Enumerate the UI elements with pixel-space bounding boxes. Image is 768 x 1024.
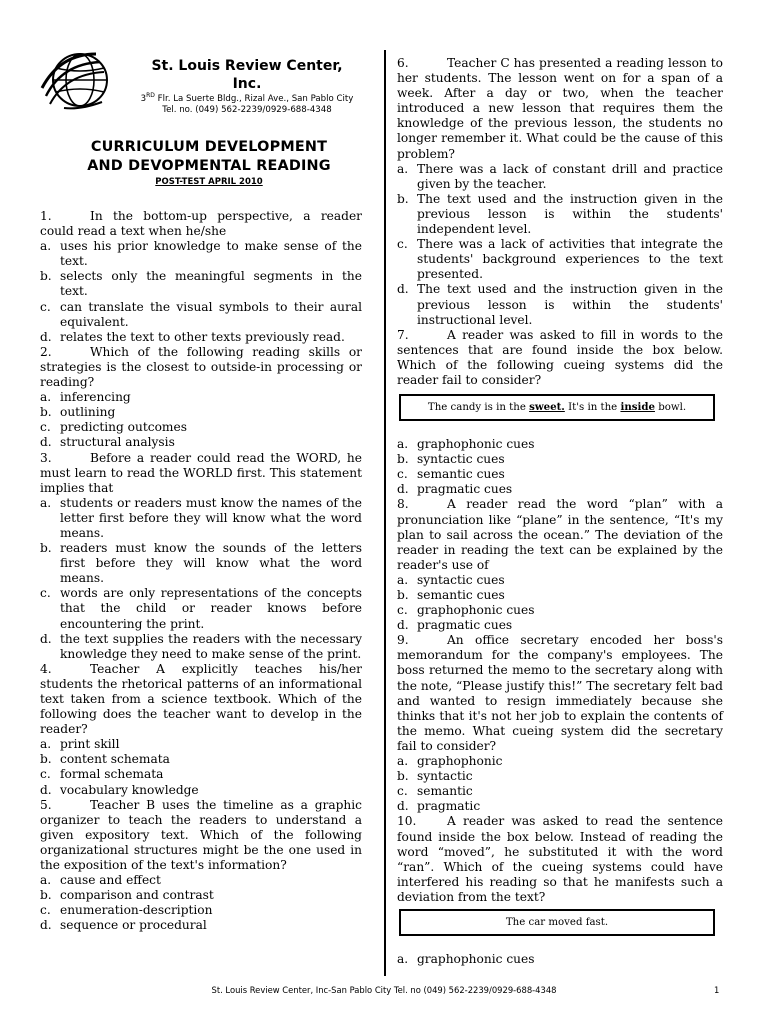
answer-option [40,405,362,420]
option-letter: d. [40,435,52,450]
question-stem [40,798,362,873]
option-letter: b. [40,405,52,420]
answer-option [40,435,362,450]
option-letter: a. [40,239,52,254]
option-letter: d. [40,329,52,344]
option-text: The text used and the instruction given in the previous lesson is within the students' independent level. [417,191,723,237]
option-text: comparison and contrast [60,888,214,903]
option-text: relates the text to other texts previously read. [60,329,345,344]
option-letter: b. [397,588,409,602]
answer-option [397,588,723,603]
question-number: 6. [397,56,409,70]
question-item [397,56,723,328]
option-text: semantic cues [417,467,505,482]
question-number: 8. [397,497,409,512]
option-letter: a. [397,437,409,452]
answer-option [397,784,723,799]
option-text: words are only representations of the concepts that the child or reader knows before encountering the print. [60,586,362,631]
answer-option [40,632,362,662]
answer-option [397,952,723,967]
option-letter: b. [40,752,52,767]
org-name [118,57,376,93]
option-letter: d. [397,482,409,497]
option-text: students or readers must know the names of the letter first before they will know what the word means. [60,495,362,540]
option-letter: c. [397,784,408,799]
option-letter: d. [40,631,52,646]
option-text: vocabulary knowledge [60,782,199,797]
answer-option [40,300,362,330]
box-text-part: It's in the [564,402,621,414]
answer-option [397,437,723,452]
option-text: syntactic cues [417,452,505,467]
option-text: formal schemata [60,767,164,782]
address-rest: Flr. La Suerte Bldg., Rizal Ave., San Pablo City [154,93,354,104]
option-letter: a. [397,951,409,966]
box-text-part: bowl. [654,402,687,414]
option-text: selects only the meaningful segments in the text. [60,269,362,299]
question-stem [40,345,362,390]
page-footer: St. Louis Review Center, Inc-San Pablo City Tel. no (049) 562-2239/0929-688-4348 [211,985,557,995]
option-text: graphophonic cues [417,437,535,452]
question-text: In the bottom-up perspective, a reader could read a text when he/she [40,209,362,239]
option-text: sequence or procedural [60,918,207,933]
question-text: Teacher A explicitly teaches his/her students the rhetorical patterns of an informational text taken from a science textbook. Which of the following does the teacher want to develop in the reader? [40,661,362,737]
box-underlined-word: inside [620,401,655,414]
option-text: semantic [417,784,473,799]
option-text: The text used and the instruction given in the previous lesson is within the students' instructional level. [417,282,723,327]
option-letter: a. [40,495,52,510]
question-item [397,497,723,633]
option-letter: a. [397,572,409,587]
option-text: pragmatic [417,799,481,814]
answer-option [40,541,362,586]
question-stem [397,56,723,162]
question-stem [397,814,723,905]
question-stem [397,497,723,572]
question-number: 3. [40,450,52,465]
answer-option [40,783,362,798]
option-letter: c. [40,420,51,435]
option-text: graphophonic cues [417,603,535,618]
title-line2: AND DEVOPMENTAL READING [87,158,331,174]
option-text: There was a lack of activities that integrate the students' background experiences to the text presented. [417,237,723,282]
option-letter: c. [40,767,51,782]
answer-option [40,918,362,933]
question-number: 5. [40,797,52,812]
option-text: graphophonic cues [417,951,535,966]
question-stem [397,633,723,754]
option-text: the text supplies the readers with the necessary knowledge they need to make sense of the print. [60,631,362,661]
option-letter: a. [40,873,52,888]
option-text: graphophonic [417,754,503,769]
org-telephone: Tel. no. (049) 562-2239/0929-688-4348 [162,104,332,115]
question-stem [40,451,362,496]
answer-option [40,767,362,782]
option-letter: c. [397,467,408,482]
option-letter: d. [397,282,409,297]
option-letter: b. [40,269,52,284]
option-text: syntactic [417,769,473,784]
left-column [40,209,362,934]
question-text: Before a reader could read the WORD, he must learn to read the WORLD first. This statement implies that [40,450,362,495]
option-letter: a. [40,737,52,752]
address-floor-suffix: RD [146,92,155,99]
option-letter: a. [397,754,409,769]
address-floor: 3 [140,93,147,104]
question-text: A reader was asked to fill in words to the sentences that are found inside the box below. Which of the following cueing systems did the reader fail to consider? [397,327,723,387]
option-text: pragmatic cues [417,618,513,633]
option-text: There was a lack of constant drill and practice given by the teacher. [417,161,723,191]
option-letter: b. [40,888,52,903]
answer-option [40,586,362,631]
option-text: syntactic cues [417,572,505,587]
option-text: pragmatic cues [417,482,513,497]
question-number: 7. [397,327,409,342]
box-text-part: The candy is in the [427,402,530,414]
option-letter: b. [397,191,409,206]
option-letter: c. [40,586,51,601]
option-letter: c. [397,237,408,252]
question-stem [397,328,723,388]
sentence-box: The car moved fast. [399,909,715,936]
answer-option [397,754,723,769]
question-stem [40,662,362,737]
answer-option [397,192,723,237]
answer-option [40,496,362,541]
question-item [40,662,362,798]
question-text: Teacher C has presented a reading lesson to her students. The lesson went on for a span of a week. After a day or two, when the teacher introduced a new lesson that requires them the knowledge of the previous lesson, the students no longer remember it. What could be the cause of this problem? [397,56,723,161]
page-number: 1 [714,985,720,995]
question-number: 10. [397,814,417,829]
option-letter: b. [397,769,409,784]
title-line1: CURRICULUM DEVELOPMENT [90,139,328,155]
option-letter: a. [397,161,409,176]
answer-option [40,873,362,888]
answer-option [397,467,723,482]
question-item [397,633,723,814]
question-text: An office secretary encoded her boss's memorandum for the company's employees. The boss returned the memo to the secretary along with the note, “Please justify this!” The secretary felt bad and wanted to resign immediately because she thinks that it's not her job to explain the contents of the memo. What cueing system did the secretary fail to consider? [397,633,723,753]
answer-option [397,452,723,467]
option-letter: b. [40,541,52,556]
globe-logo-icon [40,48,116,112]
question-text: A reader was asked to read the sentence found inside the box below. Instead of reading the word “moved”, he substituted it with the word “ran”. Which of the cueing systems could have interfered his reading so that he manifests such a deviation from the text? [397,814,723,904]
question-text: Which of the following reading skills or strategies is the closest to outside-in processing or reading? [40,344,362,390]
answer-option [397,769,723,784]
question-stem [40,209,362,239]
column-divider [384,50,386,976]
option-letter: d. [397,618,409,633]
option-letter: a. [40,390,52,405]
answer-option [40,390,362,405]
question-item [397,328,723,498]
option-letter: b. [397,452,409,467]
answer-option [40,737,362,752]
option-letter: d. [40,782,52,797]
box-underlined-word: sweet. [529,401,565,414]
answer-option [397,482,723,497]
question-item [40,451,362,662]
question-item [397,814,723,967]
question-item [40,798,362,934]
address-line [118,90,376,105]
answer-option [40,903,362,918]
option-text: cause and effect [60,873,161,888]
answer-option [397,618,723,633]
answer-option [397,573,723,588]
option-letter: c. [40,299,51,314]
answer-option [397,237,723,282]
answer-option [397,603,723,618]
answer-option [397,282,723,327]
right-column [397,56,723,967]
option-letter: d. [40,918,52,933]
option-letter: c. [40,903,51,918]
option-text: content schemata [60,752,170,767]
question-text: A reader read the word “plan” with a pronunciation like “plane” in the sentence, “It's my plan to sail across the ocean.” The deviation of the reader in reading the text can be explained by the reader's use of [397,497,723,572]
question-text: Teacher B uses the timeline as a graphic organizer to teach the readers to understand a given expository text. Which of the following organizational structures might be the one used in the exposition of the text's information? [40,797,362,873]
answer-option [40,420,362,435]
page-title [40,138,378,176]
option-letter: d. [397,799,409,814]
question-item [40,345,362,451]
answer-option [397,799,723,814]
question-number: 4. [40,661,52,676]
option-text: outlining [60,405,116,420]
answer-option [40,269,362,299]
option-text: uses his prior knowledge to make sense of the text. [60,239,362,269]
org-name-line2: Inc. [232,76,262,92]
option-text: can translate the visual symbols to their aural equivalent. [60,299,362,329]
org-name-line1: St. Louis Review Center, [151,58,343,74]
option-text: semantic cues [417,588,505,602]
answer-option [40,330,362,345]
question-item [40,209,362,345]
answer-option [40,239,362,269]
answer-option [40,888,362,903]
answer-option [40,752,362,767]
test-subtitle: POST-TEST APRIL 2010 [155,177,263,187]
answer-option [397,162,723,192]
option-text: structural analysis [60,435,175,450]
option-text: inferencing [60,390,131,405]
option-text: predicting outcomes [60,420,187,435]
option-text: readers must know the sounds of the letters first before they will know what the word means. [60,541,362,586]
question-number: 1. [40,209,52,223]
option-letter: c. [397,603,408,618]
sentence-box [399,394,715,421]
option-text: print skill [60,737,120,752]
option-text: enumeration-description [60,903,213,918]
question-number: 9. [397,633,409,648]
org-address [118,90,376,116]
question-number: 2. [40,344,52,359]
